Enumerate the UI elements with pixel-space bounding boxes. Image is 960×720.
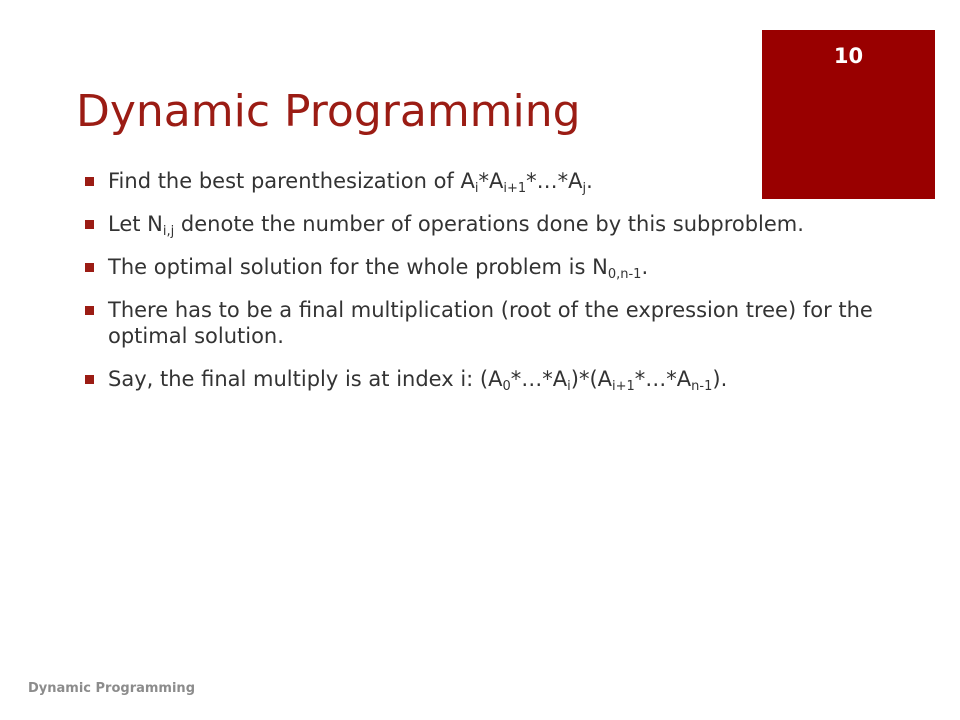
bullet-text: There has to be a final multiplication (root of the expression tree) for the optimal solution. xyxy=(108,298,873,348)
square-bullet-icon xyxy=(85,177,94,186)
bullet-text: *A xyxy=(478,169,504,193)
bullet-list xyxy=(82,168,882,409)
slide-title: Dynamic Programming xyxy=(76,86,581,137)
page-number: 10 xyxy=(833,44,864,68)
square-bullet-icon xyxy=(85,263,94,272)
bullet-text: *…*A xyxy=(510,367,568,391)
square-bullet-icon xyxy=(85,375,94,384)
subscript: n-1 xyxy=(691,379,713,394)
subscript: j xyxy=(582,181,587,196)
square-bullet-icon xyxy=(85,306,94,315)
bullet-text: . xyxy=(641,255,649,279)
bullet-text: ). xyxy=(712,367,728,391)
subscript: 0 xyxy=(502,379,511,394)
subscript: i+1 xyxy=(503,181,527,196)
bullet-text: *…*A xyxy=(634,367,692,391)
bullet-text: Find the best parenthesization of A xyxy=(108,169,475,193)
subscript: i+1 xyxy=(612,379,635,394)
bullet-text: )*(A xyxy=(570,367,613,391)
square-bullet-icon xyxy=(85,220,94,229)
subscript: i,j xyxy=(162,224,175,239)
slide-footer: Dynamic Programming xyxy=(28,681,195,696)
bullet-item xyxy=(82,168,882,194)
bullet-item xyxy=(82,366,882,392)
bullet-text: Let N xyxy=(108,212,163,236)
bullet-text: denote the number of operations done by this subproblem. xyxy=(174,212,804,236)
bullet-text: *…*A xyxy=(526,169,583,193)
subscript: 0,n-1 xyxy=(607,267,642,282)
subscript: i xyxy=(567,379,571,394)
bullet-item xyxy=(82,254,882,280)
bullet-text: . xyxy=(586,169,593,193)
bullet-item xyxy=(82,211,882,237)
subscript: i xyxy=(474,181,479,196)
bullet-item xyxy=(82,297,882,349)
bullet-text: Say, the final multiply is at index i: (A xyxy=(108,367,503,391)
bullet-text: The optimal solution for the whole problem is N xyxy=(108,255,608,279)
